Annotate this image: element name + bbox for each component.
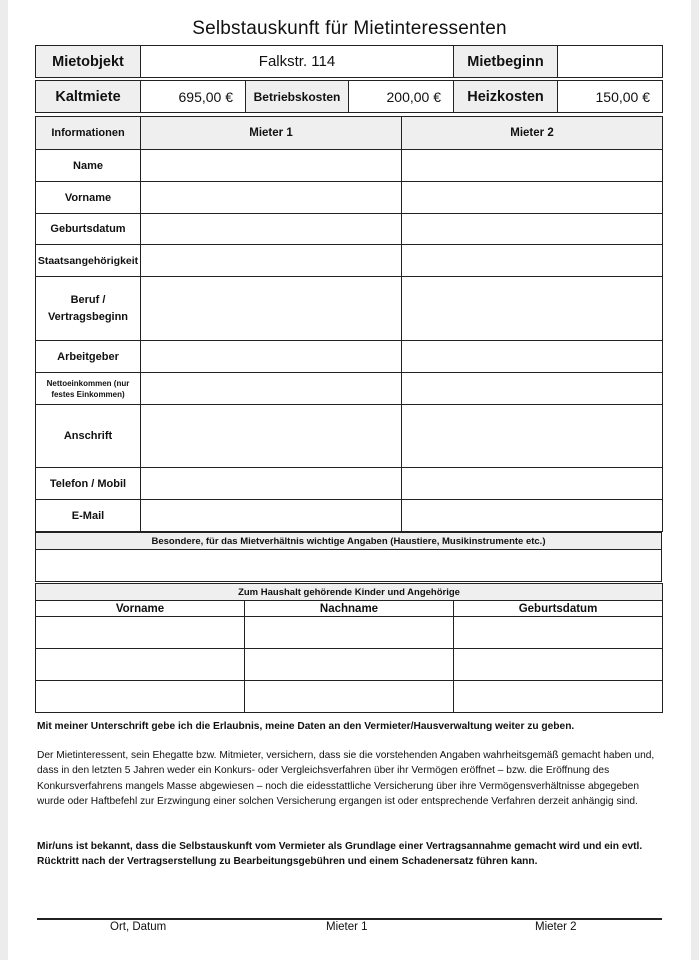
tenant1-anschrift-field[interactable]	[141, 405, 402, 468]
consent-text: Mit meiner Unterschrift gebe ich die Erlaubnis, meine Daten an den Vermieter/Hausverwaltung weiter zu geben.	[37, 721, 575, 732]
household-geburtsdatum-field[interactable]	[454, 617, 663, 649]
notice-text: Mir/uns ist bekannt, dass die Selbstauskunft vom Vermieter als Grundlage einer Vertragsannahme gemacht wird und ein evtl. Rücktritt nach der Vertragserstellung zu Bearbeitungsgebühren und einem Schadenersatz führen kann.	[37, 841, 643, 868]
signature-tenant1: Mieter 1	[326, 921, 368, 933]
signature-line	[37, 918, 662, 920]
heizkosten-label: Heizkosten	[454, 81, 558, 113]
row-label-telefon: Telefon / Mobil	[36, 468, 141, 500]
tenant2-geburtsdatum-field[interactable]	[402, 214, 663, 245]
tenant2-telefon-field[interactable]	[402, 468, 663, 500]
tenant2-email-field[interactable]	[402, 500, 663, 532]
tenant1-staatsangehoerigkeit-field[interactable]	[141, 245, 402, 277]
household-col-vorname: Vorname	[36, 601, 245, 617]
special-info-field[interactable]	[36, 550, 662, 582]
tenant1-vorname-field[interactable]	[141, 182, 402, 214]
row-label-beruf: Beruf / Vertragsbeginn	[36, 277, 141, 341]
household-column-header-row	[36, 601, 663, 617]
special-info-header: Besondere, für das Mietverhältnis wichtige Angaben (Haustiere, Musikinstrumente etc.)	[36, 533, 662, 550]
table-row	[36, 373, 663, 405]
special-info-table	[35, 532, 662, 582]
tenant2-nettoeinkommen-field[interactable]	[402, 373, 663, 405]
table-row	[36, 214, 663, 245]
heizkosten-value[interactable]: 150,00 €	[558, 81, 663, 113]
tenant2-column-header: Mieter 2	[402, 117, 663, 150]
property-object-label: Mietobjekt	[36, 46, 141, 78]
tenant-info-table	[35, 116, 663, 532]
household-nachname-field[interactable]	[245, 649, 454, 681]
tenant2-staatsangehoerigkeit-field[interactable]	[402, 245, 663, 277]
property-object-value[interactable]: Falkstr. 114	[141, 46, 454, 78]
table-row	[36, 405, 663, 468]
tenant1-email-field[interactable]	[141, 500, 402, 532]
table-row	[36, 468, 663, 500]
household-nachname-field[interactable]	[245, 681, 454, 713]
tenant2-beruf-field[interactable]	[402, 277, 663, 341]
signature-tenant2: Mieter 2	[535, 921, 577, 933]
tenant1-nettoeinkommen-field[interactable]	[141, 373, 402, 405]
household-col-nachname: Nachname	[245, 601, 454, 617]
costs-table	[35, 80, 663, 113]
kaltmiete-label: Kaltmiete	[36, 81, 141, 113]
household-vorname-field[interactable]	[36, 681, 245, 713]
tenant1-geburtsdatum-field[interactable]	[141, 214, 402, 245]
signature-place-date: Ort, Datum	[110, 921, 167, 933]
tenant2-name-field[interactable]	[402, 150, 663, 182]
tenant-header-row	[36, 117, 663, 150]
row-label-geburtsdatum: Geburtsdatum	[36, 214, 141, 245]
row-label-email: E-Mail	[36, 500, 141, 532]
table-row	[36, 245, 663, 277]
tenant1-column-header: Mieter 1	[141, 117, 402, 150]
property-table	[35, 45, 663, 78]
tenant2-vorname-field[interactable]	[402, 182, 663, 214]
household-table	[35, 583, 663, 713]
table-row	[36, 277, 663, 341]
tenant1-beruf-field[interactable]	[141, 277, 402, 341]
table-row	[36, 341, 663, 373]
household-vorname-field[interactable]	[36, 617, 245, 649]
table-row	[36, 150, 663, 182]
form-title: Selbstauskunft für Mietinteressenten	[192, 18, 507, 39]
rent-start-field[interactable]	[558, 46, 663, 78]
table-row	[36, 182, 663, 214]
tenant1-telefon-field[interactable]	[141, 468, 402, 500]
household-geburtsdatum-field[interactable]	[454, 681, 663, 713]
tenant2-arbeitgeber-field[interactable]	[402, 341, 663, 373]
row-label-name: Name	[36, 150, 141, 182]
kaltmiete-value[interactable]: 695,00 €	[141, 81, 246, 113]
household-vorname-field[interactable]	[36, 649, 245, 681]
table-row	[36, 649, 663, 681]
row-label-nettoeinkommen: Nettoeinkommen (nur festes Einkommen)	[36, 373, 141, 405]
betriebskosten-label: Betriebskosten	[246, 81, 349, 113]
household-geburtsdatum-field[interactable]	[454, 649, 663, 681]
tenant1-name-field[interactable]	[141, 150, 402, 182]
table-row	[36, 500, 663, 532]
row-label-staatsangehoerigkeit: Staatsangehörigkeit	[36, 245, 141, 277]
rent-start-label: Mietbeginn	[454, 46, 558, 78]
tenant1-arbeitgeber-field[interactable]	[141, 341, 402, 373]
declaration-text: Der Mietinteressent, sein Ehegatte bzw. Mitmieter, versichern, dass sie die vorstehenden Angaben wahrheitsgemäß gemacht haben und, dass in den letzten 5 Jahren weder ein Konkurs- oder Vergleichsverfahren über ihr Vermögen eröffnet – bzw. die Eröffnung des Konkursverfahrens mangels Masse abgewiesen – noch die eidesstattliche Versicherung über ihre Vermögensverhältnisse abgegeben wurde oder Haftbefehl zur Erzwingung einer solchen Versicherung ergangen ist oder entsprechende Verfahren derzeit anhängig sind.	[37, 750, 655, 808]
tenant2-anschrift-field[interactable]	[402, 405, 663, 468]
household-header: Zum Haushalt gehörende Kinder und Angehörige	[36, 584, 663, 601]
betriebskosten-value[interactable]: 200,00 €	[349, 81, 454, 113]
row-label-vorname: Vorname	[36, 182, 141, 214]
household-col-geburtsdatum: Geburtsdatum	[454, 601, 663, 617]
household-nachname-field[interactable]	[245, 617, 454, 649]
row-label-anschrift: Anschrift	[36, 405, 141, 468]
table-row	[36, 681, 663, 713]
info-column-header: Informationen	[36, 117, 141, 150]
row-label-arbeitgeber: Arbeitgeber	[36, 341, 141, 373]
table-row	[36, 617, 663, 649]
